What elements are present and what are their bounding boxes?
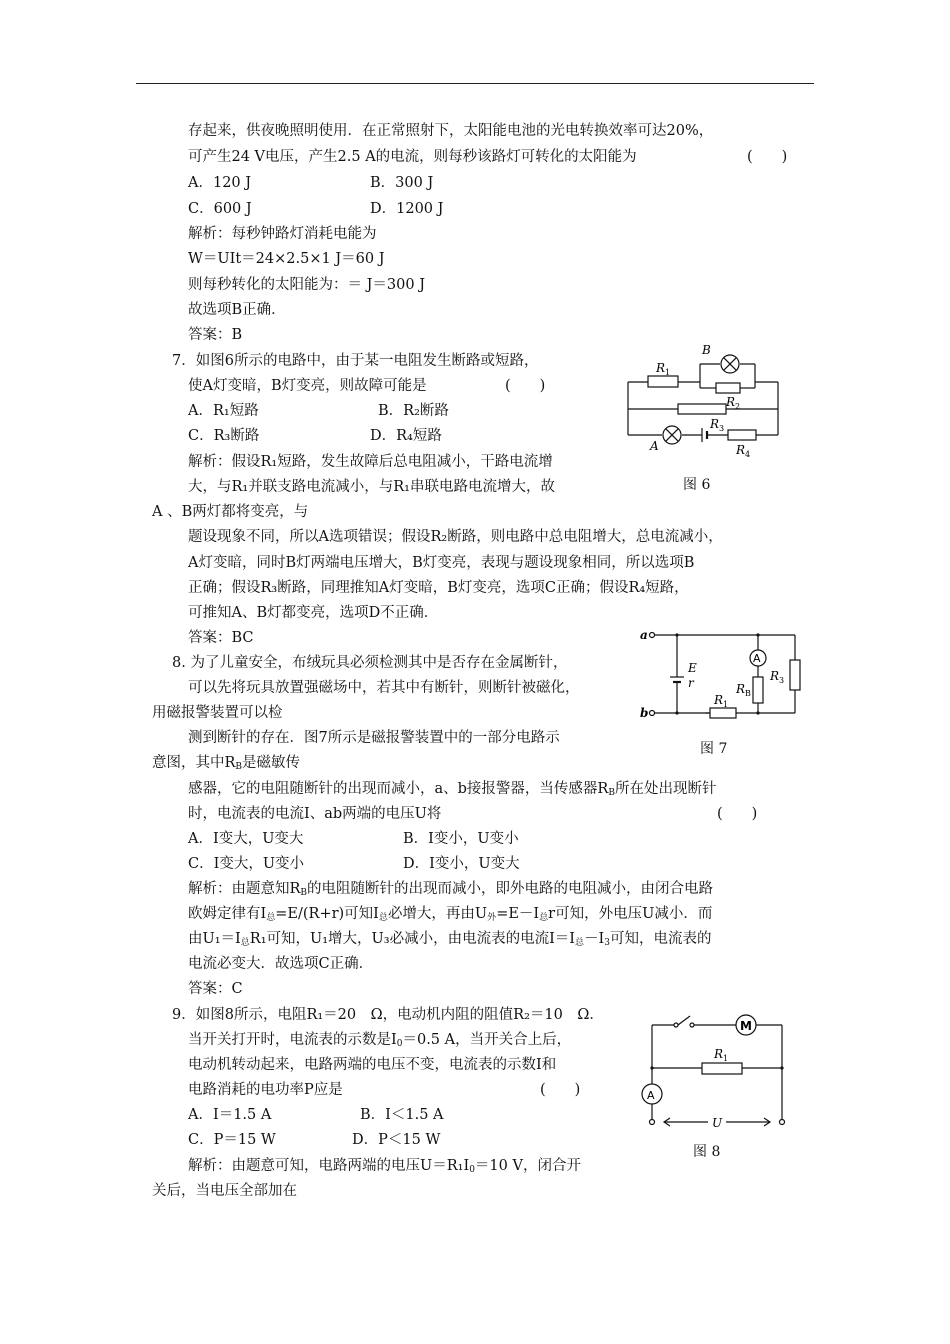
fig7-label-r: r <box>688 676 694 690</box>
q9-solution-1: 解析：由题意可知，电路两端的电压$U=R_1I_0=10$ V，闭合开 <box>188 1158 581 1175</box>
q6-option-a: A．120 J <box>188 175 252 191</box>
q9-option-d: D．P＜15 W <box>352 1132 441 1148</box>
q7-line-1: 7．如图6所示的电路中，由于某一电阻发生断路或短路， <box>172 353 539 369</box>
q7-option-d: D．R₄短路 <box>370 428 442 444</box>
fig7-label-rb: R <box>736 682 746 696</box>
q9-option-c: C．P＝15 W <box>188 1132 276 1148</box>
svg-text:R1 <box>713 1047 728 1063</box>
fig6-label-r4: R <box>736 443 746 457</box>
figure-6-caption: 图 6 <box>683 477 711 493</box>
q8-option-b: B．I变小，U变小 <box>403 831 519 847</box>
q7-option-b: B．R₂断路 <box>378 403 449 419</box>
q8-solution-4: 电流必变大．故选项C正确． <box>188 956 374 972</box>
figure-7-circuit <box>640 625 805 725</box>
q8-answer-paren: ( ) <box>717 806 758 822</box>
fig7-terminal-a: a <box>640 628 648 642</box>
fig7-label-r3: R <box>770 669 780 683</box>
figure-6-circuit <box>620 340 790 460</box>
q8-answer: 答案：C <box>188 981 243 997</box>
fig8-motor-label: M <box>740 1019 752 1033</box>
q8-line-6: 感器，它的电阻随断针的出现而减小，a、b接报警器，当传感器$R_B$所在处出现断针 <box>188 781 717 798</box>
q8-line-7: 时，电流表的电流I、ab两端的电压U将 <box>188 806 442 822</box>
fig7-sub-3: 3 <box>779 676 785 685</box>
fig6-sub-4: 4 <box>745 450 751 459</box>
fig8-ammeter-label: A <box>647 1089 655 1102</box>
q8-line-2: 可以先将玩具放置强磁场中，若其中有断针，则断针被磁化， <box>188 680 580 696</box>
q6-option-d: D．1200 J <box>370 201 444 217</box>
header-rule <box>136 83 814 84</box>
q8-option-d: D．I变小，U变大 <box>403 856 520 872</box>
q7-answer-paren: ( ) <box>505 378 546 394</box>
q6-line-1: 存起来，供夜晚照明使用．在正常照射下，太阳能电池的光电转换效率可达20%， <box>188 123 714 139</box>
q7-solution-2: 大，与R₁并联支路电流减小，与R₁串联电路电流增大，故 <box>188 479 555 495</box>
fig7-ammeter-label: A <box>753 652 761 665</box>
q6-solution-4: 故选项B正确． <box>188 302 286 318</box>
fig6-sub-1: 1 <box>665 368 671 377</box>
q7-line-2: 使A灯变暗，B灯变亮，则故障可能是 <box>188 378 427 394</box>
fig7-label-e: E <box>688 661 697 675</box>
fig8-label-r1: R <box>714 1047 724 1061</box>
figure-8-circuit <box>632 1010 802 1135</box>
q6-answer: 答案：B <box>188 327 243 343</box>
svg-text:RB <box>735 682 751 698</box>
q7-solution-3: A 、B两灯都将变亮，与 <box>152 504 309 520</box>
q6-solution-3: 则每秒转化的太阳能为：＝ J＝300 J <box>188 277 426 293</box>
q7-option-a: A．R₁短路 <box>188 403 259 419</box>
fig7-sub-1: 1 <box>723 700 729 709</box>
q9-answer-paren: ( ) <box>540 1082 581 1098</box>
fig8-voltage-label: U <box>712 1116 723 1130</box>
q6-option-c: C．600 J <box>188 201 252 217</box>
q9-line-3: 电动机转动起来，电路两端的电压不变，电流表的示数I和 <box>188 1057 557 1073</box>
q7-solution-5: A灯变暗，同时B灯两端电压增大，B灯变亮，表现与题设现象相同，所以选项B <box>188 555 695 571</box>
q9-line-4: 电路消耗的电功率P应是 <box>188 1082 343 1098</box>
q7-option-c: C．R₃断路 <box>188 428 260 444</box>
figure-7-caption: 图 7 <box>700 741 728 757</box>
fig7-sub-b: B <box>745 689 751 698</box>
fig6-sub-2: 2 <box>735 402 741 411</box>
q8-option-a: A．I变大，U变大 <box>188 831 304 847</box>
q7-solution-6: 正确；假设R₃断路，同理推知A灯变暗，B灯变亮，选项C正确；假设R₄短路， <box>188 580 689 596</box>
q6-solution-2: W＝UIt＝24×2.5×1 J＝60 J <box>188 251 385 267</box>
q7-solution-7: 可推知A、B灯都变亮，选项D不正确． <box>188 605 439 621</box>
q8-line-1: 8. 为了儿童安全，布绒玩具必须检测其中是否存在金属断针， <box>172 655 568 671</box>
fig6-lamp-b-label: B <box>702 343 711 357</box>
svg-text:R2 <box>725 395 740 411</box>
q9-solution-2: 关后，当电压全部加在 <box>152 1183 297 1199</box>
fig7-label-r1: R <box>714 693 724 707</box>
q9-line-1: 9．如图8所示，电阻R₁＝20 Ω，电动机内阻的阻值R₂＝10 Ω． <box>172 1007 604 1023</box>
svg-text:R4 <box>735 443 750 459</box>
q6-option-b: B．300 J <box>370 175 434 191</box>
q8-option-c: C．I变大，U变小 <box>188 856 305 872</box>
figure-8-caption: 图 8 <box>693 1144 721 1160</box>
svg-text:R1 <box>713 693 728 709</box>
q9-option-b: B．I＜1.5 A <box>360 1107 444 1123</box>
fig6-sub-3: 3 <box>719 424 725 433</box>
q7-solution-1: 解析：假设R₁短路，发生故障后总电阻减小，干路电流增 <box>188 454 553 470</box>
svg-text:R3 <box>709 417 724 433</box>
q8-line-3: 用磁报警装置可以检 <box>152 705 283 721</box>
q6-answer-paren: ( ) <box>747 149 788 165</box>
svg-text:R1 <box>655 361 670 377</box>
fig6-lamp-a-label: A <box>650 439 659 453</box>
fig6-label-r3: R <box>710 417 720 431</box>
q8-solution-2: 欧姆定律有$I_总=E/(R+r)$可知$I_总$必增大，再由$U_外=E-I_总r$可知，外电压U减小．而 <box>188 906 713 923</box>
fig6-label-r1: R <box>656 361 666 375</box>
fig6-label-r2: R <box>726 395 736 409</box>
q6-line-2: 可产生24 V电压，产生2.5 A的电流，则每秒该路灯可转化的太阳能为 <box>188 149 637 165</box>
fig8-sub-1: 1 <box>723 1054 729 1063</box>
q8-solution-1: 解析：由题意知$R_B$的电阻随断针的出现而减小，即外电路的电阻减小，由闭合电路 <box>188 881 714 898</box>
q6-solution-1: 解析：每秒钟路灯消耗电能为 <box>188 226 377 242</box>
q7-solution-4: 题设现象不同，所以A选项错误；假设R₂断路，则电路中总电阻增大，总电流减小， <box>188 529 723 545</box>
q9-line-2: 当开关打开时，电流表的示数是$I_0=0.5$ A，当开关合上后， <box>188 1032 572 1049</box>
q8-solution-3: 由$U_1=I_总R_1$可知，U₁增大，U₃必减小，由电流表的电流$I=I_总-I_3$可知，电流表的 <box>188 931 712 948</box>
q7-answer: 答案：BC <box>188 630 254 646</box>
fig7-terminal-b: b <box>640 706 649 720</box>
q8-line-5: 意图，其中$R_B$是磁敏传 <box>152 755 301 772</box>
q9-option-a: A．I＝1.5 A <box>188 1107 272 1123</box>
q8-line-4: 测到断针的存在．图7所示是磁报警装置中的一部分电路示 <box>188 730 560 746</box>
svg-text:R3 <box>769 669 784 685</box>
